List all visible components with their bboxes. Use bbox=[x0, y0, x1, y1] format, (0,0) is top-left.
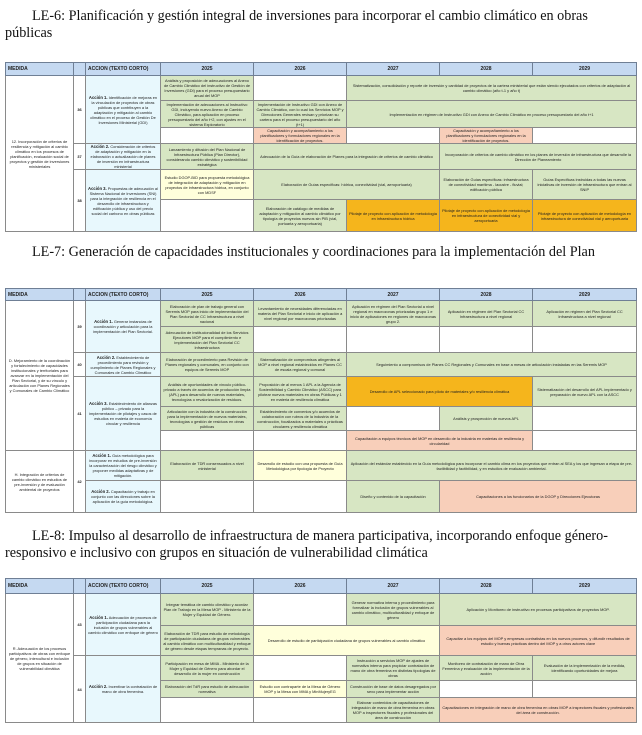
header-year-2029: 2029 bbox=[533, 63, 637, 76]
schedule-cell: Sistematización, consolidación y reporte de inversión y cantidad de proyectos de la cartera ministerial que están siendo ejecutados con criterios de adaptación al cambio climático (año t-1 y año t) bbox=[347, 76, 637, 101]
empty-schedule-cell bbox=[254, 698, 347, 723]
action-label: Acción 1. bbox=[92, 453, 111, 458]
action-text: Consideración de criterios de adaptación y mitigación en la elaboración o actualización de planes de inversión en infraestructura ministerial bbox=[90, 144, 156, 169]
schedule-cell: Desarrollo de estudio con una propuesta de Guía Metodológica por tipología de Proyecto bbox=[254, 451, 347, 481]
action-number: 40 bbox=[74, 353, 86, 377]
schedule-cell: Capacitación y acompañamiento a los planificadores y formuladores regionales en la identificación de proyectos. bbox=[254, 128, 347, 144]
header-year-2028: 2028 bbox=[440, 289, 533, 301]
header-year-2025: 2025 bbox=[161, 63, 254, 76]
header-accion: ACCION (TEXTO CORTO) bbox=[86, 289, 161, 301]
table-row bbox=[6, 76, 637, 101]
empty-schedule-cell bbox=[533, 327, 637, 353]
action-label: Acción 1. bbox=[88, 94, 108, 100]
action-description bbox=[86, 594, 161, 656]
action-label: Acción 2. bbox=[96, 354, 116, 360]
empty-schedule-cell bbox=[347, 407, 440, 431]
action-text: Identificación de mejoras en la vinculación de proyectos de obras públicas que contribuyen a la adaptación y mitigación al cambio climático en el proceso de Gestión De Inversiones Ministerial (GDI) bbox=[90, 94, 158, 125]
header-year-2026: 2026 bbox=[254, 579, 347, 594]
schedule-cell: Desarrollo de APL seleccionado para piloto de materiales y/o resiliencia climática bbox=[347, 377, 533, 407]
empty-schedule-cell bbox=[254, 594, 347, 626]
schedule-cell: Implementación de adecuaciones al Instructivo GDI, incluyendo nuevo Anexo de Cambio Climático, para aplicación en proceso presupuestario del año t+2, con ajustes en el sistema Exploratorio bbox=[161, 101, 254, 128]
schedule-cell: Guías Específicas instruidas a todas las nuevas iniciativas de inversión de infraestructura que entran al SNIP bbox=[533, 170, 637, 200]
empty-schedule-cell bbox=[161, 698, 254, 723]
table-row bbox=[6, 656, 637, 681]
header-year-2028: 2028 bbox=[440, 63, 533, 76]
schedule-cell: Capacitaciones en integración de mano de obra femenina en obras MOP a inspectores fiscales y profesionales del área de construcción. bbox=[440, 698, 637, 723]
action-number: 39 bbox=[74, 301, 86, 353]
header-medida: MEDIDA bbox=[6, 289, 74, 301]
action-description bbox=[86, 170, 161, 232]
empty-schedule-cell bbox=[254, 431, 347, 451]
medida-cell: H. Integración de criterios de cambio climático en estudios de pre-inversión y de evaluación ambiental de proyectos bbox=[6, 451, 74, 513]
action-text: Establecimiento de procedimiento para revisión y cumplimiento de Planes Regionales y Comunales de Cambio Climático bbox=[90, 354, 156, 375]
schedule-cell: Generar normativa interna y procedimiento para formalizar la inclusión de grupos vulnerables al cambio climático, multiculturalidad y enfoque de género bbox=[347, 594, 440, 626]
action-text: Capacitación y trabajo en conjunto con las direcciones sobre la aplicación de la guía metodológica. bbox=[91, 489, 155, 504]
action-text: Establecimiento de alianzas público – privado para la implementación de pilotajes y casos de estudios en materia de economía circular y resiliencia bbox=[89, 401, 157, 426]
header-year-2026: 2026 bbox=[254, 63, 347, 76]
empty-schedule-cell bbox=[533, 431, 637, 451]
section-title-le6: LE-6: Planificación y gestión integral de inversiones para incorporar el cambio climático en obras públicas bbox=[5, 8, 588, 41]
section-title-le8: LE-8: Impulso al desarrollo de infraestructura de manera participativa, incorporando enfoque género-responsivo e inclusivo con grupos en situación de vulnerabilidad climática bbox=[5, 528, 608, 561]
action-number: 42 bbox=[74, 451, 86, 513]
header-year-2029: 2029 bbox=[533, 289, 637, 301]
header-accion: ACCION (TEXTO CORTO) bbox=[86, 579, 161, 594]
schedule-cell: Análisis y proposición de adecuaciones al Anexo de Cambio Climático del instructivo de Gestión de Inversiones (GDI) para el proceso presupuestario anual del MOP bbox=[161, 76, 254, 101]
schedule-cell: Sistematización del desarrollo del APL implementado y preparación de nuevo APL con la ASCC bbox=[533, 377, 637, 407]
schedule-cell: Elaboración de TDR para estudio de metodología de participación ciudadana de grupos vulnerables al cambio climático con multiculturalidad y enfoque de género desde etapas tempranas de proyecto. bbox=[161, 626, 254, 656]
schedule-cell: Aplicación en régimen del Plan Sectorial CC Infraestructura a nivel regional bbox=[533, 301, 637, 327]
schedule-cell: Monitoreo de contratación de mano de Obra Femenina y evaluación de la implementación de la acción bbox=[440, 656, 533, 681]
empty-schedule-cell bbox=[533, 128, 637, 144]
header-number bbox=[74, 579, 86, 594]
empty-schedule-cell bbox=[347, 128, 440, 144]
schedule-cell: Capacitaciones a los funcionarios de la DGOP y Direcciones Ejecutoras bbox=[440, 481, 637, 513]
table-row bbox=[6, 377, 637, 407]
schedule-cell: Articulación con la industria de la construcción para la implementación de nuevos materiales, tecnologías o gestión de residuos en obras públicas bbox=[161, 407, 254, 431]
schedule-cell: Proposición de al menos 1 APL a la Agencia de Sostenibilidad y Cambio Climático (ASCC) para pilotear nuevos materiales en obras Públicas y 1 en materia de resiliencia climática bbox=[254, 377, 347, 407]
action-label: Acción 2. bbox=[88, 684, 108, 689]
header-year-2028: 2028 bbox=[440, 579, 533, 594]
table-row bbox=[6, 481, 637, 513]
schedule-cell: Sistematización de compromisos atingentes al MOP a nivel regional establecidos en Planes CC de escala regional y comunal bbox=[254, 353, 347, 377]
header-year-2025: 2025 bbox=[161, 289, 254, 301]
action-description bbox=[86, 451, 161, 481]
action-text: Generar instancias de coordinación y articulación para la implementación del Plan Sectorial. bbox=[93, 319, 153, 334]
header-year-2026: 2026 bbox=[254, 289, 347, 301]
action-description bbox=[86, 144, 161, 170]
medida-cell: 12. Incorporación de criterios de resiliencia y mitigación al cambio climático en los procesos de planificación, evaluación social de proyectos y gestión de inversiones ministeriales bbox=[6, 76, 74, 232]
schedule-cell: Elaboración del TdR para estudio de adecuación normativa bbox=[161, 681, 254, 698]
section-title-le7: LE-7: Generación de capacidades institucionales y coordinaciones para la implementación del Plan bbox=[32, 244, 595, 260]
schedule-cell: Pilotaje de proyecto con aplicación de metodología en infraestructura hídrica bbox=[347, 200, 440, 232]
empty-schedule-cell bbox=[347, 327, 440, 353]
schedule-cell: Elaboración de procedimiento para Revisión de Planes regionales y comunales, en conjunto con equipos de Seremis MOP bbox=[161, 353, 254, 377]
schedule-cell: Establecimiento de convenios y/o acuerdos de colaboración con rubros de la industria de la construcción, focalizados a materiales o prácticas circulares y resiliencia climática bbox=[254, 407, 347, 431]
action-label: Acción 2. bbox=[91, 489, 110, 494]
schedule-cell: Diseño y contenido de la capacitación bbox=[347, 481, 440, 513]
header-medida: MEDIDA bbox=[6, 63, 74, 76]
header-accion: ACCION (TEXTO CORTO) bbox=[86, 63, 161, 76]
action-label: Acción 3. bbox=[88, 185, 107, 191]
action-label: Acción 1. bbox=[94, 319, 113, 324]
schedule-cell: Capacitación a equipos técnicos del MOP en desarrollo de la industria en materias de resiliencia y circularidad bbox=[347, 431, 533, 451]
schedule-cell: Pilotaje de proyecto con aplicación de metodología en infraestructura de conectividad vial y aeroportuaria bbox=[533, 200, 637, 232]
schedule-cell: Análisis de oportunidades de vínculo público-privado a través de acuerdos de producción limpia (APL) para desarrollo de nuevos materiales, tecnologías o revalorización de residuos. bbox=[161, 377, 254, 407]
header-year-2025: 2025 bbox=[161, 579, 254, 594]
schedule-cell: Implementación en régimen de Instructivo GDI con Anexo de Cambio Climático en proceso presupuestario del año t+1 bbox=[347, 101, 637, 128]
action-description bbox=[86, 301, 161, 353]
table-row bbox=[6, 144, 637, 170]
empty-schedule-cell bbox=[254, 327, 347, 353]
empty-schedule-cell bbox=[161, 431, 254, 451]
action-number: 38 bbox=[74, 170, 86, 232]
table-row bbox=[6, 301, 637, 327]
schedule-cell: Desarrollo de estudio de participación ciudadana de grupos vulnerables al cambio climático bbox=[254, 626, 440, 656]
table-row bbox=[6, 594, 637, 626]
schedule-cell: Construcción de base de datos desagregados por sexo para implementar acción bbox=[347, 681, 440, 698]
schedule-cell: Capacitación y acompañamiento a los planificadores y formuladores regionales en la identificación de proyectos. bbox=[440, 128, 533, 144]
medida-cell: D. Mejoramiento de la coordinación y fortalecimiento de capacidades institucionales y territoriales para avanzar en la implementación del Plan Sectorial, y de su vínculo y articulación con Planes Regionales y Comunales de Cambio Climático bbox=[6, 301, 74, 451]
action-description bbox=[86, 481, 161, 513]
action-number: 44 bbox=[74, 656, 86, 723]
action-label: Acción 1. bbox=[89, 614, 108, 620]
plan-table-le6 bbox=[5, 62, 637, 232]
schedule-cell: Elaboración de Guías específicas: hídrica, conectividad (vial, aeroportuaria) bbox=[254, 170, 440, 200]
empty-schedule-cell bbox=[254, 656, 347, 681]
action-label: Acción 2. bbox=[90, 144, 110, 149]
action-description bbox=[86, 656, 161, 723]
schedule-cell: Seguimiento a compromisos de Planes CC Regionales y Comunales en base a mesas de articulación instaladas en las Seremis MOP bbox=[347, 353, 637, 377]
empty-schedule-cell bbox=[254, 481, 347, 513]
schedule-cell: Implementación de Instructivo GDI con Anexo de Cambio Climático, con lo cual los Servicios MOP y Direcciones Generales revisan y priorizan su cartera para el proceso presupuestario del año (t+1) bbox=[254, 101, 347, 128]
schedule-cell: Adecuación de la Guía de elaboración de Planes para la integración de criterios de cambio climático bbox=[254, 144, 440, 170]
schedule-cell: Integrar temática de cambio climático y acordar Plan de Trabajo en la Mesa MOP - Ministerio de la Mujer y Equidad de Género. bbox=[161, 594, 254, 626]
schedule-cell: Aplicación y Monitoreo de instructivo en procesos participativos de proyectos MOP. bbox=[440, 594, 637, 626]
schedule-cell: Incorporación de criterios de cambio climático en los planes de inversión de infraestructura que desarrolle la Dirección de Planeamiento bbox=[440, 144, 637, 170]
header-year-2027: 2027 bbox=[347, 63, 440, 76]
schedule-cell: Lanzamiento y difusión del Plan Nacional de Infraestructura Pública (Plan Director), considerando cambio climático y sostenibilidad estratégica bbox=[161, 144, 254, 170]
schedule-cell: Elaborar contenidos de capacitaciones de integración de mano de obra femenina en obras MOP a inspectores fiscales y profesionales del área de construcción bbox=[347, 698, 440, 723]
schedule-cell: Aplicación en régimen del Plan Sectorial a nivel regional en macrozonas priorizadas grupo 1 e inicio de aplicaciones en regiones de macrozonas grupo 2. bbox=[347, 301, 440, 327]
header-year-2027: 2027 bbox=[347, 579, 440, 594]
schedule-cell: Evaluación de la implementación de la medida, identificando oportunidades de mejora bbox=[533, 656, 637, 681]
plan-table-le8 bbox=[5, 578, 637, 723]
schedule-cell: Estudio con contraparte de la Mesa de Género MOP y la Mesa con MMA y MinMujeryEG bbox=[254, 681, 347, 698]
schedule-cell: Elaboración de TDR consensuados a nivel ministerial bbox=[161, 451, 254, 481]
action-description bbox=[86, 377, 161, 451]
action-description bbox=[86, 76, 161, 144]
action-text: Incentivar la contratación de mano de obra femenina. bbox=[101, 684, 158, 694]
table-row bbox=[6, 170, 637, 200]
schedule-cell: Adecuación de institucionalidad de los Servicios Ejecutores MOP para el cumplimiento e implementación del Plan Sectorial CC Infraestructura bbox=[161, 327, 254, 353]
action-number: 37 bbox=[74, 144, 86, 170]
empty-schedule-cell bbox=[533, 407, 637, 431]
schedule-cell: Aplicación en régimen del Plan Sectorial CC Infraestructura a nivel regional bbox=[440, 301, 533, 327]
header-number bbox=[74, 63, 86, 76]
action-description bbox=[86, 353, 161, 377]
header-number bbox=[74, 289, 86, 301]
header-year-2027: 2027 bbox=[347, 289, 440, 301]
empty-schedule-cell bbox=[533, 681, 637, 698]
empty-schedule-cell bbox=[161, 128, 254, 144]
empty-schedule-cell bbox=[440, 327, 533, 353]
schedule-cell: Participación en mesa de MMA - Ministerio de la Mujer y Equidad de Género para abordar el desarrollo de la mujer en construcción bbox=[161, 656, 254, 681]
action-text: Adecuación de procesos de participación ciudadana para la inclusión de grupos vulnerables al cambio climático con enfoque de género bbox=[88, 614, 158, 635]
action-label: Acción 3. bbox=[89, 401, 108, 406]
table-row bbox=[6, 451, 637, 481]
action-number: 41 bbox=[74, 377, 86, 451]
action-number: 36 bbox=[74, 76, 86, 144]
schedule-cell: Levantamiento de necesidades diferenciadas en materia del Plan Sectorial e inicio de aplicación a nivel regional por macrozonas priorizadas bbox=[254, 301, 347, 327]
empty-schedule-cell bbox=[161, 200, 254, 232]
schedule-cell: Análisis y prospección de nuevos APL bbox=[440, 407, 533, 431]
schedule-cell: Elaboración de Guías específicas: infraestructura de conectividad marítima - lacustre - fluvial; edificación pública bbox=[440, 170, 533, 200]
schedule-cell: Elaboración de plan de trabajo general con Seremis MOP para inicio de implementación del Plan Sectorial de CC Infraestructura a nivel nacional bbox=[161, 301, 254, 327]
medida-cell: R. Adecuación de los procesos participativos de obras con enfoque de género, intercultural e inclusión de grupos en situación de vulnerabilidad climática bbox=[6, 594, 74, 723]
header-medida: MEDIDA bbox=[6, 579, 74, 594]
empty-schedule-cell bbox=[440, 681, 533, 698]
schedule-cell: Estudio DGOP-BID para propuesta metodológica de integración de adaptación y mitigación en proyectos de infraestructura hídrica, en conjunto con MDSF bbox=[161, 170, 254, 200]
schedule-cell: Aplicación del estándar establecido en la Guía metodológica para incorporar el cambio clima en los proyectos que entran al SEA y los que ingresan a etapa de pre-factibilidad y factibilidad, y en estudios de evaluación ambiental. bbox=[347, 451, 637, 481]
action-text: Propuestas de adecuación al Sistema Nacional de Inversiones (SNI) para la integración de resiliencia en el desarrollo de infraestructura y edificación pública y uso del precio social del carbono en obras públicas bbox=[89, 185, 158, 216]
action-number: 43 bbox=[74, 594, 86, 656]
schedule-cell: Capacitar a los equipos del MOP y empresas contratistas en los nuevos procesos, y difundir resultados de estudio y buenas prácticas dentro del MOP y a otros actores clave bbox=[440, 626, 637, 656]
schedule-cell: Instrucción a servicios MOP de ajustes de normativa interna para propiciar contratación de mano de obra femenina en distintas tipologías de obras bbox=[347, 656, 440, 681]
table-row bbox=[6, 353, 637, 377]
schedule-cell: Pilotaje de proyecto con aplicación de metodología en infraestructura de conectividad vial y aeroportuaria bbox=[440, 200, 533, 232]
empty-schedule-cell bbox=[161, 481, 254, 513]
action-text: Guía metodológica para incorporar en estudios de pre-inversión la caracterización del riesgo climático y proponer medidas adaptativas y de mitigación. bbox=[89, 453, 157, 478]
schedule-cell: Elaboración de catálogo de medidas de adaptación y mitigación al cambio climático por tipología de proyectos nuevos sin PIB (vial, portuaria y aeroportuaria) bbox=[254, 200, 347, 232]
plan-table-le7 bbox=[5, 288, 637, 513]
header-year-2029: 2029 bbox=[533, 579, 637, 594]
empty-schedule-cell bbox=[254, 76, 347, 101]
